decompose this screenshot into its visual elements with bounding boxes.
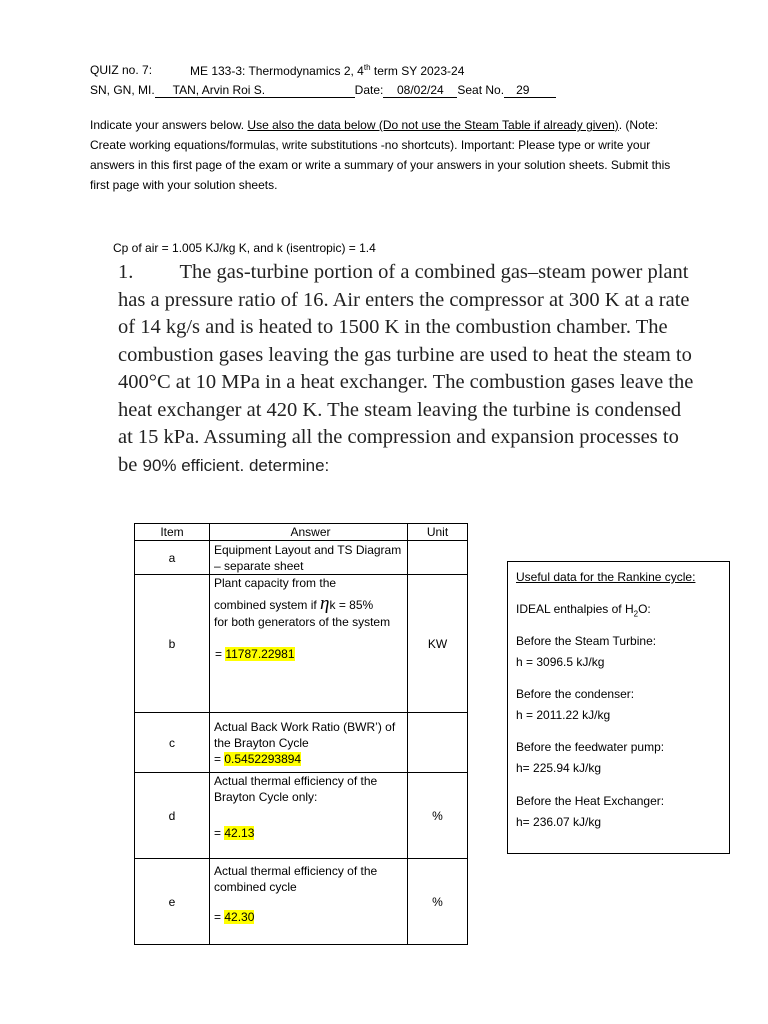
table-row-d [135, 773, 468, 859]
useful-data-title: Useful data for the Rankine cycle: [516, 570, 696, 584]
unit-cell [408, 713, 468, 773]
student-info-line [90, 83, 556, 98]
name-value: TAN, Arvin Roi S. [155, 84, 355, 98]
problem-text: The gas-turbine portion of a combined gas–steam power plant has a pressure ratio of 16. Air enters the compressor at 300 K at a rate of 14 kg/s and is heated to 1500 K in the combustion chamber. The combustion gases leaving the gas turbine are used to heat the steam to 400°C at 10 MPa in a heat exchanger. The combustion gases leave the heat exchanger at 420 K. The steam leaving the turbine is condensed at 15 kPa. Assuming all the compression and expansion processes to be [118, 261, 694, 476]
course-title-post: term SY 2023-24 [370, 64, 465, 78]
subtitle-sub: 2 [633, 609, 639, 619]
table-row-b [135, 575, 468, 713]
useful-label: Before the condenser: [516, 687, 635, 701]
answer-value: 42.30 [224, 910, 255, 924]
answer-value-line [214, 646, 407, 662]
useful-data-box [507, 561, 730, 854]
value-prefix: = [214, 910, 225, 924]
header-item: Item [135, 524, 210, 541]
header-unit: Unit [408, 524, 468, 541]
name-label: SN, GN, MI. [90, 83, 155, 97]
value-prefix: = [214, 826, 225, 840]
table-header-row [135, 524, 468, 541]
item-cell: e [135, 859, 210, 945]
problem-number: 1. [118, 261, 134, 283]
useful-data-subtitle [516, 602, 651, 618]
date-value: 08/02/24 [383, 84, 457, 98]
value-prefix: = [215, 647, 226, 661]
answer-value: 42.13 [224, 826, 255, 840]
useful-value: h= 236.07 kJ/kg [516, 815, 602, 829]
course-title-pre: ME 133-3: Thermodynamics 2, 4 [190, 64, 364, 78]
answer-cell [210, 575, 408, 713]
useful-value: h = 2011.22 kJ/kg [516, 708, 611, 722]
instructions-underlined: Use also the data below (Do not use the Steam Table if already given) [247, 118, 619, 132]
instructions-lead: Indicate your answers below. [90, 118, 248, 132]
answer-line: Plant capacity from the [214, 576, 337, 590]
answer-cell [210, 713, 408, 773]
answer-text: k = 85% [329, 598, 374, 612]
useful-label: Before the feedwater pump: [516, 740, 665, 754]
instructions-rest: . (Note: Create working equations/formulas, write substitutions -no shortcuts). Important: Please type or write your answers in this first page of the exam or write a summary of your answers in your solution sheets. Submit this first page with your solution sheets. [90, 118, 671, 192]
answer-value: 11787.22981 [225, 647, 295, 661]
useful-value: h = 3096.5 kJ/kg [516, 655, 605, 669]
useful-value: h= 225.94 kJ/kg [516, 761, 602, 775]
answer-line: for both generators of the system [214, 615, 391, 629]
answer-table [134, 523, 468, 945]
useful-label: Before the Heat Exchanger: [516, 794, 665, 808]
header-answer: Answer [210, 524, 408, 541]
answer-text: Actual thermal efficiency of the combined cycle [214, 864, 378, 894]
course-title [190, 63, 464, 78]
problem-statement [118, 259, 700, 479]
answer-value: 0.5452293894 [224, 751, 302, 766]
answer-value-line [214, 751, 407, 767]
table-row-c [135, 713, 468, 773]
value-prefix: = [214, 751, 225, 766]
course-title-sup: th [363, 63, 371, 72]
table-row-e [135, 859, 468, 945]
answer-text: combined system if [214, 598, 321, 612]
answer-cell [210, 773, 408, 859]
answer-line [214, 595, 407, 614]
problem-tail: 90% efficient. determine: [142, 455, 330, 475]
quiz-label: QUIZ no. 7: [90, 63, 153, 77]
useful-label: Before the Steam Turbine: [516, 634, 657, 648]
eta-symbol: η [320, 593, 330, 614]
answer-value-line [214, 825, 407, 841]
item-cell: b [135, 575, 210, 713]
subtitle-text: O: [638, 602, 651, 616]
seat-label: Seat No. [457, 83, 505, 97]
answer-value-line [214, 909, 407, 925]
subtitle-text: IDEAL enthalpies of H [516, 602, 634, 616]
table-row-a [135, 541, 468, 575]
unit-cell: KW [408, 575, 468, 713]
item-cell: d [135, 773, 210, 859]
answer-text: Actual Back Work Ratio (BWR’) of the Brayton Cycle [214, 719, 396, 750]
answer-cell: Equipment Layout and TS Diagram – separate sheet [210, 541, 408, 575]
unit-cell [408, 541, 468, 575]
answer-text: Actual thermal efficiency of the Brayton Cycle only: [214, 774, 378, 804]
unit-cell: % [408, 859, 468, 945]
answer-cell [210, 859, 408, 945]
instructions [90, 115, 680, 195]
seat-value: 29 [504, 84, 556, 98]
item-cell: a [135, 541, 210, 575]
unit-cell: % [408, 773, 468, 859]
given-data: Cp of air = 1.005 KJ/kg K, and k (isentropic) = 1.4 [113, 241, 376, 255]
item-cell: c [135, 713, 210, 773]
date-label: Date: [354, 83, 384, 97]
